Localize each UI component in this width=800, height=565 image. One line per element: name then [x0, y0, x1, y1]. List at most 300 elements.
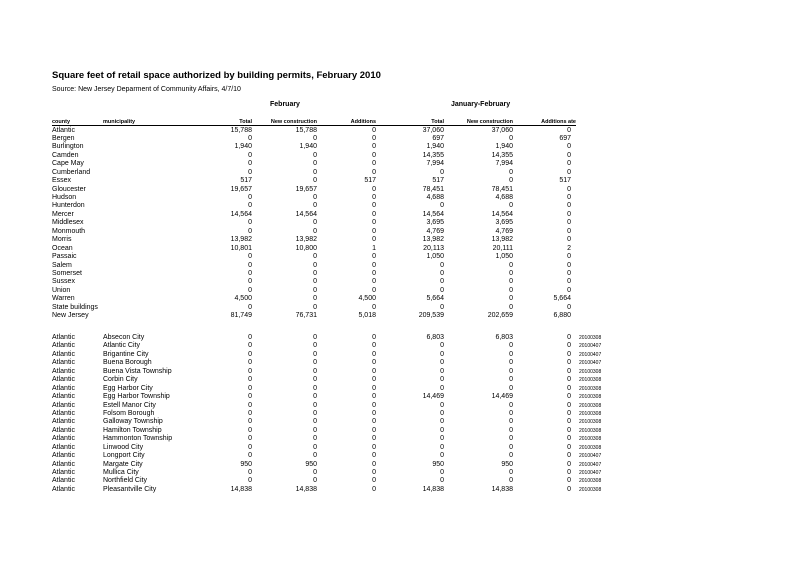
cell-total-ytd: 0 — [440, 359, 444, 367]
cell-municipality: Hammonton Township — [103, 435, 173, 443]
cell-county: Atlantic — [52, 409, 75, 417]
cell-additions: 0 — [372, 160, 376, 168]
cell-new-construction-ytd: 37,060 — [491, 126, 513, 134]
cell-additions-ytd: 697 — [559, 134, 571, 142]
cell-date: 20100308 — [579, 394, 602, 401]
cell-additions-ytd: 0 — [567, 460, 571, 468]
table-row — [0, 444, 800, 452]
table-row — [0, 135, 800, 143]
cell-new-construction: 0 — [313, 219, 317, 227]
cell-municipality: Longport City — [103, 452, 145, 460]
cell-new-construction: 0 — [313, 384, 317, 392]
cell-municipality: Egg Harbor City — [103, 384, 153, 392]
cell-additions-ytd: 0 — [567, 393, 571, 401]
cell-total-ytd: 950 — [432, 460, 444, 468]
cell-new-construction: 10,800 — [295, 244, 317, 252]
cell-total-ytd: 6,803 — [426, 334, 444, 341]
cell-total: 0 — [248, 469, 252, 477]
table-row — [0, 211, 800, 219]
cell-additions: 0 — [372, 409, 376, 417]
cell-new-construction-ytd: 0 — [509, 426, 513, 434]
cell-total: 0 — [248, 151, 252, 159]
cell-additions: 5,018 — [358, 312, 376, 320]
cell-additions: 0 — [372, 151, 376, 159]
cell-total: 0 — [248, 477, 252, 485]
cell-new-construction: 0 — [313, 401, 317, 409]
cell-municipality: Galloway Township — [103, 418, 163, 426]
cell-date: 20100308 — [579, 368, 602, 375]
cell-county: Somerset — [52, 269, 82, 277]
cell-new-construction: 1,940 — [299, 143, 317, 151]
cell-total-ytd: 0 — [440, 278, 444, 286]
cell-municipality: Atlantic City — [103, 342, 140, 350]
table-row — [0, 304, 800, 312]
cell-total-ytd: 0 — [440, 367, 444, 375]
cell-additions-ytd: 0 — [567, 409, 571, 417]
cell-total-ytd: 517 — [432, 177, 444, 185]
cell-additions: 0 — [372, 469, 376, 477]
cell-additions: 0 — [372, 219, 376, 227]
cell-additions: 0 — [372, 342, 376, 350]
cell-new-construction-ytd: 4,769 — [495, 227, 513, 235]
cell-new-construction-ytd: 950 — [501, 460, 513, 468]
cell-county: Atlantic — [52, 367, 75, 375]
cell-additions: 1 — [372, 244, 376, 252]
cell-date: 20100308 — [579, 410, 602, 417]
cell-total-ytd: 14,838 — [422, 485, 444, 493]
cell-additions: 0 — [372, 278, 376, 286]
table-row — [0, 376, 800, 384]
cell-county: Atlantic — [52, 435, 75, 443]
cell-additions: 0 — [372, 194, 376, 202]
table-row — [0, 169, 800, 177]
cell-new-construction-ytd: 1,940 — [495, 143, 513, 151]
cell-total-ytd: 1,050 — [426, 253, 444, 261]
cell-total: 0 — [248, 384, 252, 392]
cell-date: 20100308 — [579, 419, 602, 426]
cell-county: Atlantic — [52, 334, 75, 341]
table-row — [0, 219, 800, 227]
cell-additions-ytd: 0 — [567, 151, 571, 159]
table-row — [0, 418, 800, 426]
cell-additions: 0 — [372, 269, 376, 277]
cell-total: 0 — [248, 278, 252, 286]
table-row — [0, 402, 800, 410]
cell-new-construction: 0 — [313, 393, 317, 401]
cell-total: 0 — [248, 303, 252, 311]
cell-new-construction-ytd: 0 — [509, 342, 513, 350]
col-header-total: Total — [239, 119, 252, 125]
cell-additions: 0 — [372, 401, 376, 409]
cell-date: 20100308 — [579, 335, 602, 341]
cell-total-ytd: 1,940 — [426, 143, 444, 151]
cell-total: 0 — [248, 134, 252, 142]
cell-total-ytd: 14,469 — [422, 393, 444, 401]
cell-county: Gloucester — [52, 185, 86, 193]
cell-new-construction: 0 — [313, 177, 317, 185]
table-row — [0, 253, 800, 261]
cell-county: Burlington — [52, 143, 84, 151]
cell-new-construction: 950 — [305, 460, 317, 468]
cell-new-construction: 0 — [313, 286, 317, 294]
table-row — [0, 334, 800, 342]
cell-additions: 0 — [372, 334, 376, 341]
cell-new-construction-ytd: 0 — [509, 202, 513, 210]
cell-new-construction: 0 — [313, 469, 317, 477]
table-row — [0, 160, 800, 168]
cell-county: Cape May — [52, 160, 84, 168]
cell-additions-ytd: 0 — [567, 194, 571, 202]
cell-total-ytd: 0 — [440, 168, 444, 176]
cell-total-ytd: 0 — [440, 418, 444, 426]
cell-total: 0 — [248, 359, 252, 367]
table-row — [0, 469, 800, 477]
cell-total-ytd: 20,113 — [423, 244, 444, 252]
cell-additions-ytd: 0 — [567, 126, 571, 134]
cell-new-construction-ytd: 4,688 — [495, 194, 513, 202]
cell-new-construction: 0 — [313, 278, 317, 286]
cell-additions-ytd: 0 — [567, 210, 571, 218]
cell-new-construction-ytd: 78,451 — [491, 185, 513, 193]
cell-additions-ytd: 0 — [567, 278, 571, 286]
cell-new-construction: 0 — [313, 426, 317, 434]
cell-additions-ytd: 0 — [567, 334, 571, 341]
cell-additions: 4,500 — [358, 295, 376, 303]
cell-additions-ytd: 0 — [567, 286, 571, 294]
cell-new-construction: 0 — [313, 477, 317, 485]
cell-county: State buildings — [52, 303, 98, 311]
cell-date: 20100407 — [579, 461, 602, 468]
cell-municipality: Folsom Borough — [103, 409, 155, 417]
cell-additions: 0 — [372, 261, 376, 269]
cell-new-construction: 0 — [313, 435, 317, 443]
cell-new-construction: 0 — [313, 253, 317, 261]
cell-total: 0 — [248, 452, 252, 460]
cell-county: Atlantic — [52, 376, 75, 384]
cell-municipality: Mullica City — [103, 469, 139, 477]
cell-county: New Jersey — [52, 312, 89, 320]
cell-new-construction-ytd: 0 — [509, 359, 513, 367]
cell-new-construction: 0 — [313, 409, 317, 417]
cell-date: 20100308 — [579, 486, 602, 493]
cell-county: Atlantic — [52, 469, 75, 477]
cell-total-ytd: 0 — [440, 435, 444, 443]
table-row — [0, 278, 800, 286]
cell-date: 20100308 — [579, 436, 602, 443]
cell-date: 20100407 — [579, 351, 602, 358]
cell-additions-ytd: 0 — [567, 253, 571, 261]
cell-county: Mercer — [52, 210, 74, 218]
cell-new-construction: 0 — [313, 452, 317, 460]
cell-total-ytd: 78,451 — [422, 185, 444, 193]
cell-date: 20100308 — [579, 478, 602, 485]
cell-total: 0 — [248, 393, 252, 401]
cell-additions-ytd: 0 — [567, 202, 571, 210]
cell-additions-ytd: 0 — [567, 469, 571, 477]
cell-total: 0 — [248, 342, 252, 350]
cell-new-construction-ytd: 1,050 — [495, 253, 513, 261]
cell-total: 0 — [248, 401, 252, 409]
cell-additions: 0 — [372, 185, 376, 193]
cell-total-ytd: 3,695 — [426, 219, 444, 227]
cell-county: Middlesex — [52, 219, 84, 227]
cell-total: 0 — [248, 443, 252, 451]
cell-total: 0 — [248, 409, 252, 417]
cell-additions-ytd: 0 — [567, 418, 571, 426]
cell-total: 19,657 — [230, 185, 252, 193]
cell-municipality: Buena Borough — [103, 359, 152, 367]
cell-municipality: Hamilton Township — [103, 426, 162, 434]
cell-new-construction: 15,788 — [295, 126, 317, 134]
cell-new-construction-ytd: 14,355 — [491, 151, 513, 159]
cell-total: 0 — [248, 367, 252, 375]
cell-total: 1,940 — [234, 143, 252, 151]
col-header-municipality: municipality — [103, 119, 136, 125]
cell-additions: 0 — [372, 485, 376, 493]
table-row — [0, 270, 800, 278]
cell-municipality: Buena Vista Township — [103, 367, 172, 375]
cell-new-construction: 0 — [313, 359, 317, 367]
table-row — [0, 236, 800, 244]
cell-new-construction: 0 — [313, 295, 317, 303]
cell-municipality: Estell Manor City — [103, 401, 156, 409]
cell-total-ytd: 0 — [440, 443, 444, 451]
cell-total-ytd: 0 — [440, 401, 444, 409]
cell-date: 20100308 — [579, 402, 602, 409]
cell-additions-ytd: 0 — [567, 401, 571, 409]
cell-new-construction: 0 — [313, 418, 317, 426]
cell-new-construction-ytd: 7,994 — [495, 160, 513, 168]
cell-additions: 0 — [372, 460, 376, 468]
cell-new-construction-ytd: 0 — [509, 435, 513, 443]
cell-additions: 0 — [372, 210, 376, 218]
cell-total: 0 — [248, 418, 252, 426]
table-row — [0, 295, 800, 303]
cell-date: 20100407 — [579, 470, 602, 477]
table-row — [0, 262, 800, 270]
cell-total: 4,500 — [234, 295, 252, 303]
cell-additions-ytd: 0 — [567, 350, 571, 358]
cell-new-construction-ytd: 0 — [509, 477, 513, 485]
cell-additions-ytd: 0 — [567, 261, 571, 269]
table-row — [0, 143, 800, 151]
cell-county: Atlantic — [52, 452, 75, 460]
table-row — [0, 359, 800, 367]
cell-total-ytd: 5,664 — [426, 295, 444, 303]
cell-new-construction: 19,657 — [295, 185, 317, 193]
cell-additions-ytd: 0 — [567, 303, 571, 311]
cell-additions-ytd: 0 — [567, 236, 571, 244]
cell-total: 0 — [248, 350, 252, 358]
cell-total-ytd: 0 — [440, 202, 444, 210]
cell-new-construction: 14,838 — [295, 485, 317, 493]
cell-total: 0 — [248, 194, 252, 202]
cell-new-construction: 0 — [313, 202, 317, 210]
cell-additions: 0 — [372, 168, 376, 176]
cell-new-construction-ytd: 0 — [509, 295, 513, 303]
cell-new-construction-ytd: 14,469 — [491, 393, 513, 401]
table-row — [0, 351, 800, 359]
cell-additions: 0 — [372, 303, 376, 311]
cell-total-ytd: 4,688 — [426, 194, 444, 202]
cell-total: 81,749 — [230, 312, 252, 320]
cell-additions: 0 — [372, 227, 376, 235]
cell-additions: 0 — [372, 350, 376, 358]
cell-total: 950 — [240, 460, 252, 468]
cell-total-ytd: 4,769 — [426, 227, 444, 235]
cell-total: 0 — [248, 269, 252, 277]
cell-county: Camden — [52, 151, 79, 159]
cell-additions-ytd: 0 — [567, 367, 571, 375]
cell-municipality: Corbin City — [103, 376, 138, 384]
cell-additions: 0 — [372, 367, 376, 375]
cell-total: 0 — [248, 426, 252, 434]
cell-new-construction-ytd: 6,803 — [495, 334, 513, 341]
table-row — [0, 177, 800, 185]
cell-new-construction: 0 — [313, 350, 317, 358]
cell-municipality: Brigantine City — [103, 350, 149, 358]
cell-new-construction-ytd: 14,564 — [491, 210, 513, 218]
cell-total-ytd: 0 — [440, 350, 444, 358]
cell-additions-ytd: 0 — [567, 160, 571, 168]
cell-date: 20100308 — [579, 444, 602, 451]
cell-total: 0 — [248, 435, 252, 443]
cell-total-ytd: 0 — [440, 409, 444, 417]
cell-total-ytd: 14,355 — [422, 151, 444, 159]
col-header-additions-ytd: Additions ate — [541, 119, 576, 125]
report-source: Source: New Jersey Deparment of Community Affairs, 4/7/10 — [52, 86, 241, 93]
group-header-ytd: January-February — [451, 101, 511, 108]
cell-new-construction-ytd: 0 — [509, 134, 513, 142]
cell-total: 0 — [248, 376, 252, 384]
cell-total-ytd: 0 — [440, 261, 444, 269]
cell-municipality: Margate City — [103, 460, 143, 468]
cell-additions-ytd: 0 — [567, 452, 571, 460]
cell-total-ytd: 0 — [440, 469, 444, 477]
cell-new-construction: 0 — [313, 134, 317, 142]
cell-county: Monmouth — [52, 227, 86, 235]
table-row — [0, 127, 800, 135]
cell-new-construction: 0 — [313, 151, 317, 159]
cell-date: 20100308 — [579, 385, 602, 392]
cell-new-construction-ytd: 0 — [509, 418, 513, 426]
table-row — [0, 186, 800, 194]
table-row — [0, 393, 800, 401]
table-row — [0, 477, 800, 485]
cell-county: Atlantic — [52, 393, 75, 401]
cell-date: 20100407 — [579, 453, 602, 460]
cell-county: Atlantic — [52, 443, 75, 451]
cell-new-construction-ytd: 0 — [509, 168, 513, 176]
cell-new-construction: 0 — [313, 269, 317, 277]
cell-total-ytd: 13,982 — [422, 236, 444, 244]
cell-new-construction: 76,731 — [295, 312, 317, 320]
cell-new-construction: 0 — [313, 367, 317, 375]
cell-additions: 0 — [372, 435, 376, 443]
cell-county: Atlantic — [52, 350, 75, 358]
cell-date: 20100308 — [579, 427, 602, 434]
cell-total-ytd: 0 — [440, 342, 444, 350]
cell-additions: 0 — [372, 126, 376, 134]
table-row — [0, 385, 800, 393]
cell-additions: 0 — [372, 426, 376, 434]
cell-total: 14,564 — [230, 210, 252, 218]
cell-additions-ytd: 0 — [567, 143, 571, 151]
table-row — [0, 486, 800, 494]
cell-county: Hudson — [52, 194, 77, 202]
table-row — [0, 194, 800, 202]
cell-additions: 0 — [372, 253, 376, 261]
cell-total-ytd: 37,060 — [422, 126, 444, 134]
cell-additions-ytd: 0 — [567, 384, 571, 392]
cell-additions-ytd: 0 — [567, 359, 571, 367]
cell-new-construction-ytd: 3,695 — [495, 219, 513, 227]
table-row — [0, 435, 800, 443]
cell-total: 517 — [240, 177, 252, 185]
cell-total: 0 — [248, 160, 252, 168]
cell-new-construction-ytd: 0 — [509, 443, 513, 451]
table-row — [0, 461, 800, 469]
col-header-total-ytd: Total — [431, 119, 444, 125]
cell-new-construction: 0 — [313, 342, 317, 350]
cell-total: 0 — [248, 334, 252, 341]
cell-county: Essex — [52, 177, 72, 185]
cell-additions-ytd: 0 — [567, 342, 571, 350]
cell-new-construction-ytd: 13,982 — [491, 236, 513, 244]
cell-new-construction-ytd: 0 — [509, 303, 513, 311]
cell-additions-ytd: 517 — [559, 177, 571, 185]
cell-additions-ytd: 5,664 — [553, 295, 571, 303]
cell-county: Passaic — [52, 253, 77, 261]
report-title: Square feet of retail space authorized by building permits, February 2010 — [52, 70, 381, 81]
cell-county: Atlantic — [52, 126, 75, 134]
table-row — [0, 312, 800, 320]
cell-total-ytd: 209,539 — [418, 312, 444, 320]
cell-county: Bergen — [52, 134, 75, 142]
cell-new-construction-ytd: 20,111 — [492, 244, 513, 252]
cell-total: 0 — [248, 168, 252, 176]
cell-new-construction: 0 — [313, 303, 317, 311]
col-header-new-construction: New construction — [270, 119, 317, 125]
cell-new-construction-ytd: 0 — [509, 384, 513, 392]
cell-new-construction: 0 — [313, 334, 317, 341]
cell-new-construction-ytd: 0 — [509, 452, 513, 460]
cell-municipality: Linwood City — [103, 443, 144, 451]
cell-total-ytd: 0 — [440, 452, 444, 460]
cell-county: Atlantic — [52, 342, 75, 350]
cell-new-construction-ytd: 0 — [509, 269, 513, 277]
cell-total-ytd: 0 — [440, 286, 444, 294]
cell-county: Atlantic — [52, 460, 75, 468]
col-header-additions: Additions — [350, 119, 376, 125]
cell-total-ytd: 0 — [440, 477, 444, 485]
cell-new-construction-ytd: 0 — [509, 409, 513, 417]
cell-additions-ytd: 0 — [567, 269, 571, 277]
table-row — [0, 152, 800, 160]
cell-additions: 0 — [372, 393, 376, 401]
cell-additions-ytd: 6,880 — [553, 312, 571, 320]
cell-additions: 0 — [372, 134, 376, 142]
cell-new-construction: 0 — [313, 168, 317, 176]
cell-additions-ytd: 0 — [567, 376, 571, 384]
cell-additions: 517 — [364, 177, 376, 185]
cell-total-ytd: 0 — [440, 303, 444, 311]
cell-total: 0 — [248, 219, 252, 227]
cell-county: Union — [52, 286, 71, 294]
cell-new-construction: 0 — [313, 227, 317, 235]
cell-additions-ytd: 0 — [567, 219, 571, 227]
cell-additions: 0 — [372, 143, 376, 151]
